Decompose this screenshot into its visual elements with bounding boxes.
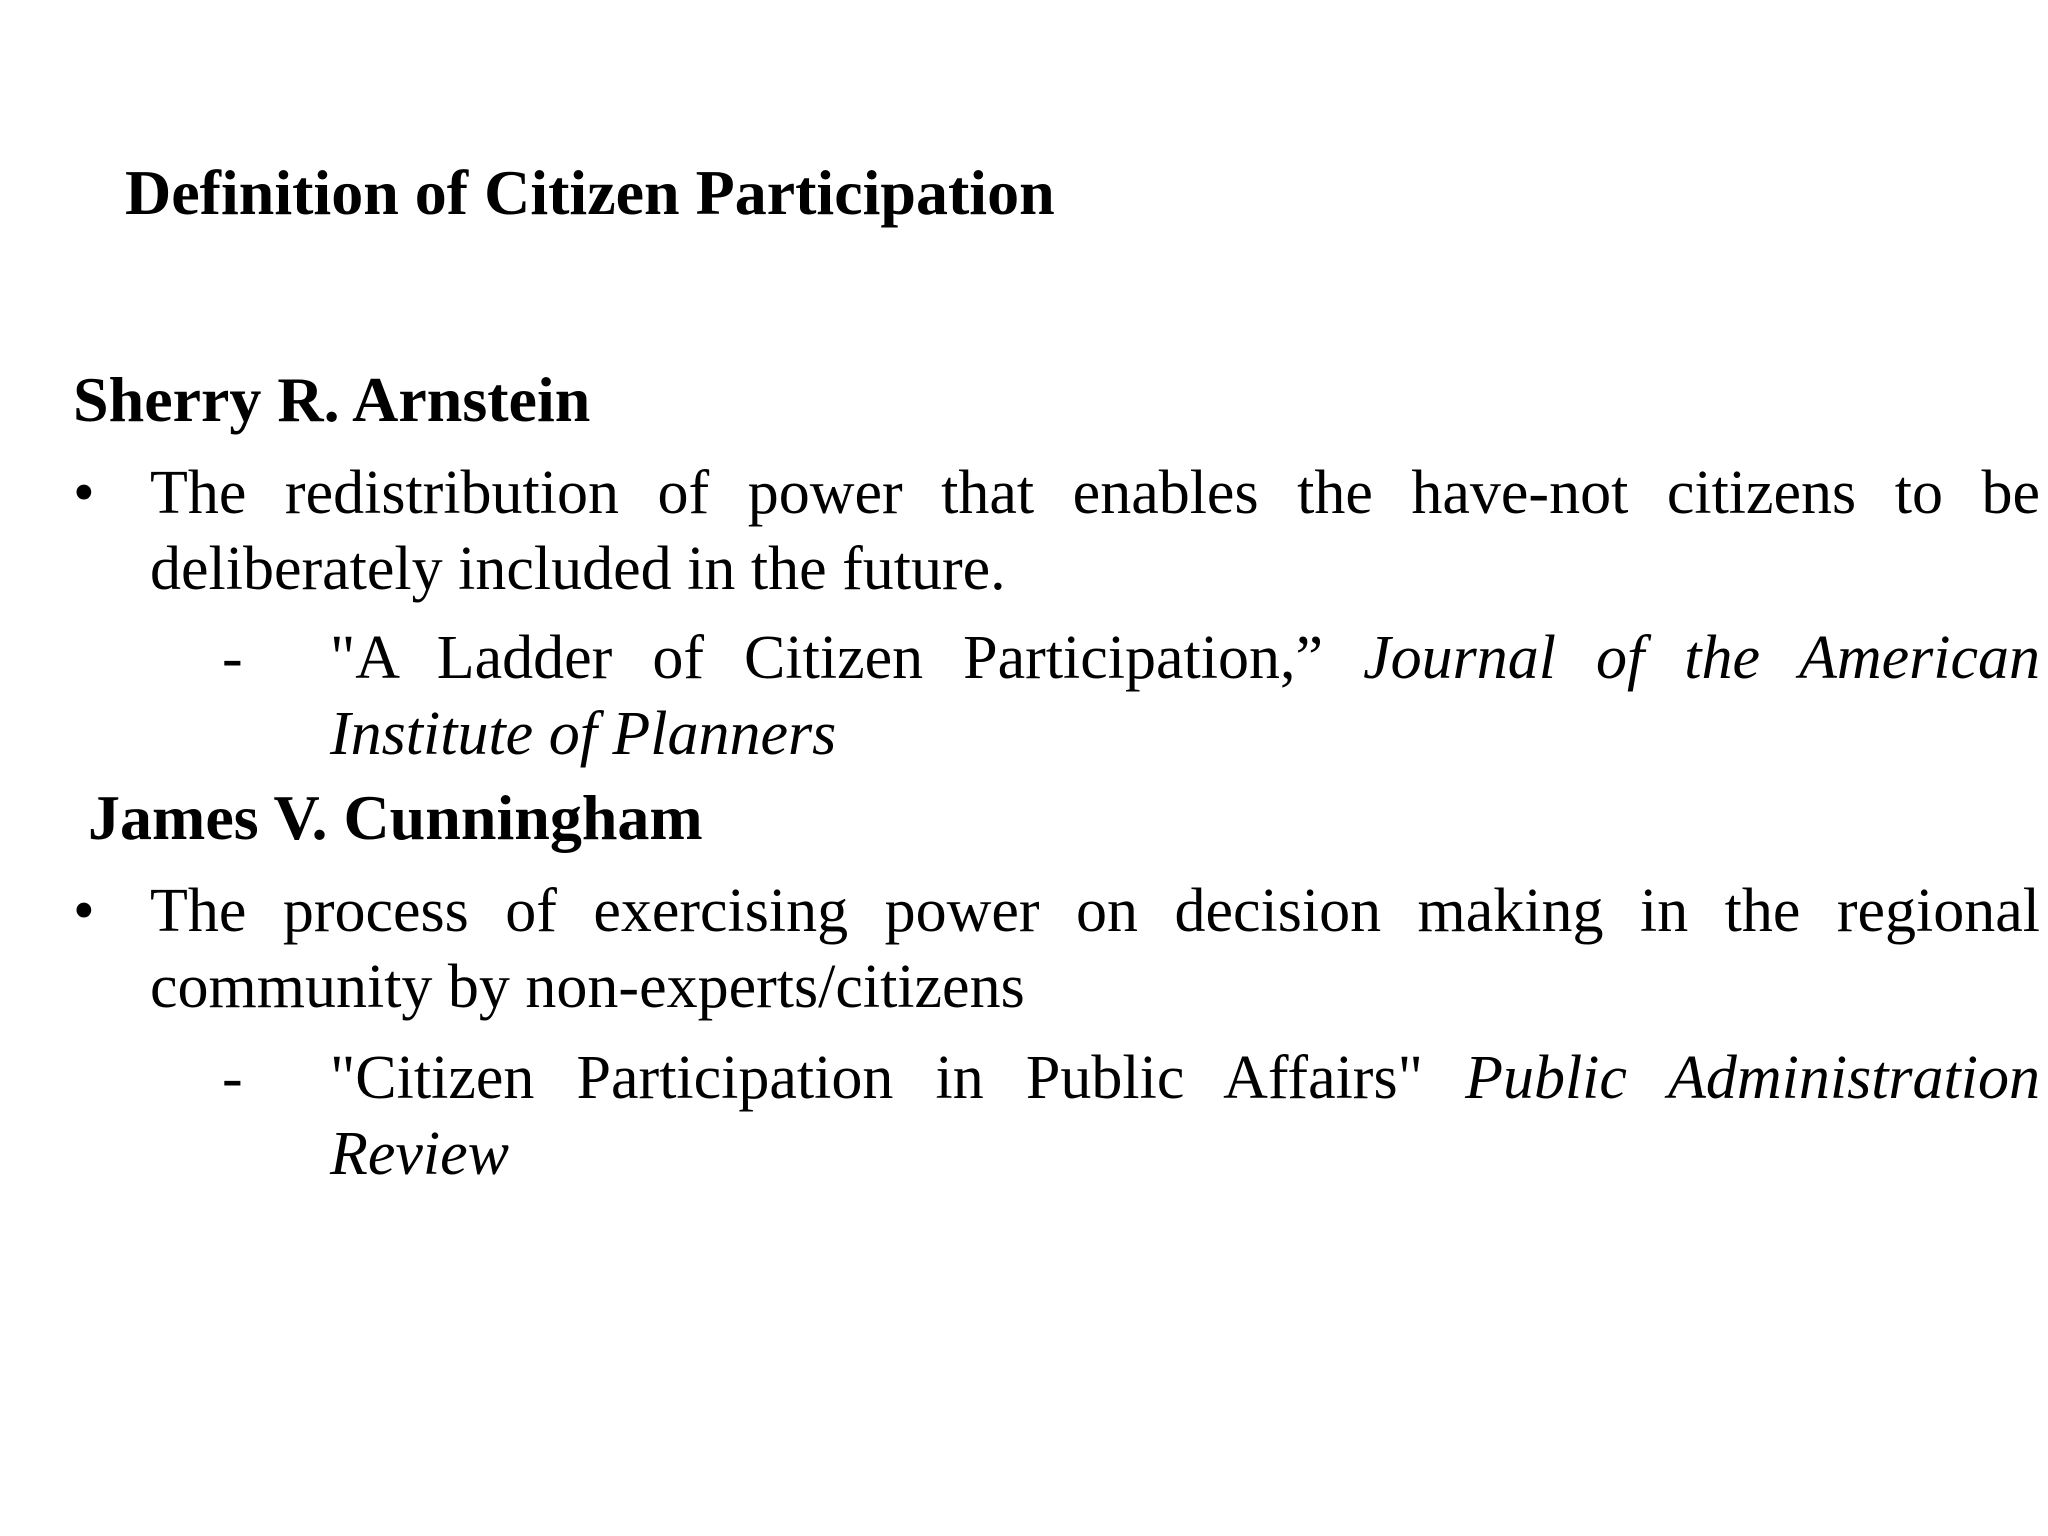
citation-work-title: "Citizen Participation in Public Affairs" — [330, 1044, 1466, 1112]
citation-dash: - — [222, 1044, 243, 1112]
citation-source: Public Administration Review — [330, 1044, 2040, 1188]
definition-text: The redistribution of power that enables the have-not citizens to be deliberately included in the future. — [150, 459, 2040, 603]
bullet-marker: • — [73, 877, 95, 945]
citation — [222, 1040, 2040, 1192]
citation-dash: - — [222, 624, 243, 692]
slide-title: Definition of Citizen Participation — [125, 157, 1055, 228]
citation-work-title: "A Ladder of Citizen Participation,” — [330, 624, 1364, 692]
bullet-marker: • — [73, 459, 95, 527]
author-name: James V. Cunningham — [88, 782, 703, 853]
definition-text: The process of exercising power on decision making in the regional community by non-experts/citizens — [150, 877, 2040, 1021]
author-name: Sherry R. Arnstein — [73, 364, 591, 435]
citation — [222, 620, 2040, 772]
citation-source: Journal of the American Institute of Planners — [330, 624, 2040, 768]
